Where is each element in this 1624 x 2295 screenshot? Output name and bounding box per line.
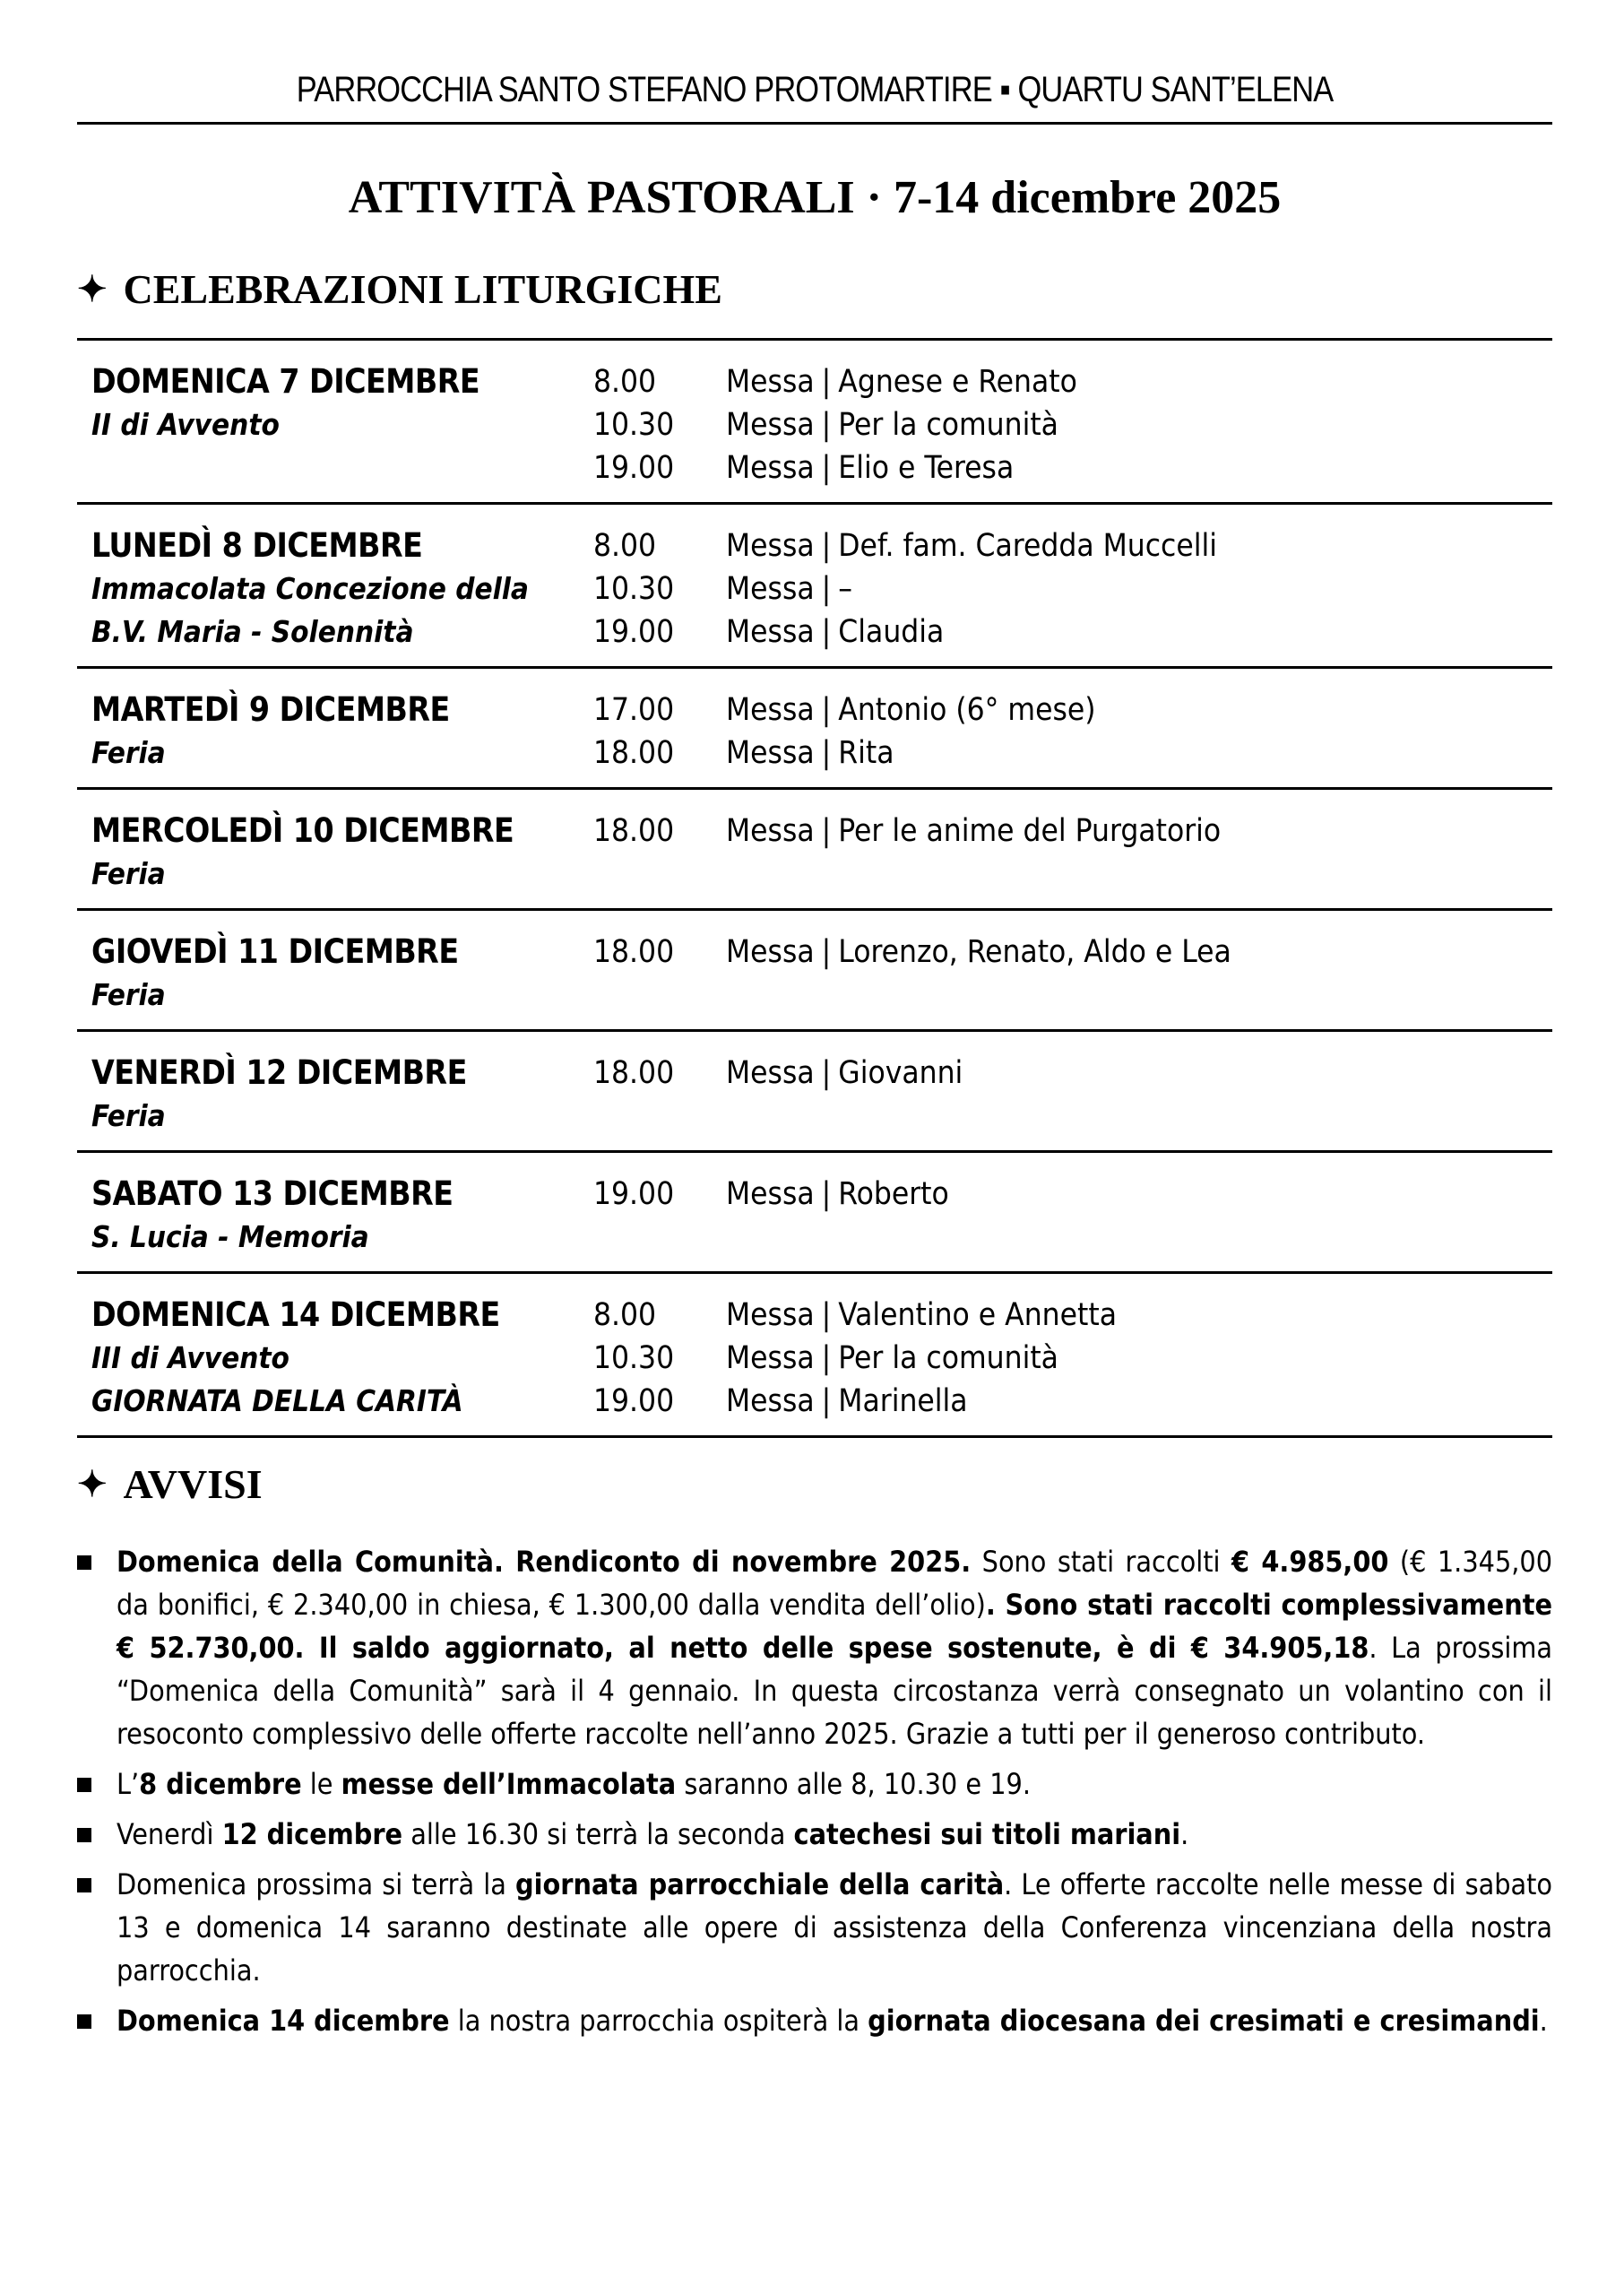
day-name: GIOVEDÌ 11 DICEMBRE — [91, 932, 459, 971]
mass-entry — [593, 1052, 1552, 1095]
day-cell — [77, 688, 593, 775]
mass-type: Messa — [726, 364, 815, 400]
notice-text: . — [1180, 1817, 1189, 1851]
liturgical-note: II di Avvento — [91, 407, 280, 442]
day-cell — [77, 1052, 593, 1138]
notice-item — [77, 1863, 1552, 1992]
separator: | — [821, 934, 832, 970]
mass-time: 8.00 — [593, 364, 657, 400]
liturgical-note: Immacolata Concezione della — [91, 571, 529, 606]
separator: | — [821, 407, 832, 443]
mass-list — [593, 360, 1552, 489]
mass-intention: Per le anime del Purgatorio — [838, 813, 1222, 849]
mass-entry — [593, 931, 1552, 974]
square-bullet-icon — [77, 1878, 91, 1892]
notice-item — [77, 1762, 1552, 1806]
mass-list — [593, 1173, 1552, 1259]
liturgical-note: III di Avvento — [91, 1340, 289, 1375]
notice-emphasis: messe dell’Immacolata — [341, 1767, 677, 1801]
mass-time: 19.00 — [593, 450, 675, 486]
day-name: VENERDÌ 12 DICEMBRE — [91, 1053, 467, 1092]
mass-intention: – — [838, 571, 853, 607]
mass-time: 18.00 — [593, 813, 675, 849]
separator: | — [821, 813, 832, 849]
day-cell — [77, 1294, 593, 1423]
mass-type: Messa — [726, 1297, 815, 1333]
day-cell — [77, 360, 593, 489]
liturgical-note: GIORNATA DELLA CARITÀ — [91, 1383, 463, 1418]
mass-intention: Antonio (6° mese) — [838, 692, 1096, 728]
liturgical-note: Feria — [91, 735, 166, 770]
mass-entry — [593, 446, 1552, 489]
mass-time: 18.00 — [593, 934, 675, 970]
day-cell — [77, 1173, 593, 1259]
section-heading-celebrations — [77, 266, 1552, 313]
separator: | — [821, 450, 832, 486]
square-bullet-icon — [77, 1555, 91, 1570]
mass-time: 8.00 — [593, 528, 657, 564]
mass-entry — [593, 1380, 1552, 1423]
schedule-row — [77, 1274, 1552, 1438]
mass-type: Messa — [726, 1055, 815, 1091]
section-heading-notices — [77, 1461, 1552, 1508]
schedule-row — [77, 1032, 1552, 1153]
four-pointed-star-icon: ✦ — [77, 1464, 108, 1504]
mass-list — [593, 931, 1552, 1017]
mass-time: 19.00 — [593, 1383, 675, 1419]
mass-entry — [593, 810, 1552, 853]
mass-type: Messa — [726, 571, 815, 607]
mass-type: Messa — [726, 1176, 815, 1212]
mass-type: Messa — [726, 528, 815, 564]
square-bullet-icon — [77, 1828, 91, 1842]
mass-intention: Giovanni — [838, 1055, 963, 1091]
schedule-row — [77, 505, 1552, 669]
notices-list — [77, 1540, 1552, 2042]
notice-text: Domenica prossima si terrà la — [117, 1867, 516, 1901]
mass-entry — [593, 1337, 1552, 1380]
square-bullet-icon — [77, 2014, 91, 2029]
separator: | — [821, 1297, 832, 1333]
liturgical-note: Feria — [91, 1098, 166, 1133]
mass-entry — [593, 524, 1552, 567]
separator: | — [821, 692, 832, 728]
liturgical-schedule-table — [77, 338, 1552, 1438]
day-cell — [77, 931, 593, 1017]
notice-text: (€ 1.345,00 da bonifici, € 2.340,00 in chiesa, € 1.300,00 dalla vendita dell’olio) — [117, 1545, 1553, 1622]
schedule-row — [77, 669, 1552, 790]
header-divider — [77, 122, 1552, 125]
notice-text: Sono stati raccolti — [971, 1545, 1231, 1579]
separator: | — [821, 364, 832, 400]
section-title: CELEBRAZIONI LITURGICHE — [123, 266, 722, 312]
notice-text: alle 16.30 si terrà la seconda — [402, 1817, 794, 1851]
mass-intention: Valentino e Annetta — [838, 1297, 1117, 1333]
mass-list — [593, 810, 1552, 896]
mass-type: Messa — [726, 934, 815, 970]
mass-list — [593, 688, 1552, 775]
mass-type: Messa — [726, 614, 815, 650]
notice-emphasis: catechesi sui titoli mariani — [793, 1817, 1181, 1851]
mass-time: 10.30 — [593, 407, 675, 443]
notice-text: le — [301, 1767, 341, 1801]
mass-time: 10.30 — [593, 571, 675, 607]
section-title: AVVISI — [123, 1461, 263, 1507]
mass-entry — [593, 1173, 1552, 1216]
mass-entry — [593, 732, 1552, 775]
notice-item — [77, 1999, 1552, 2042]
notice-text: Venerdì — [117, 1817, 222, 1851]
mass-type: Messa — [726, 735, 815, 771]
notice-emphasis: € 4.985,00 — [1231, 1545, 1389, 1579]
mass-type: Messa — [726, 450, 815, 486]
day-name: DOMENICA 7 DICEMBRE — [91, 362, 480, 401]
mass-intention: Agnese e Renato — [838, 364, 1077, 400]
mass-time: 17.00 — [593, 692, 675, 728]
mass-entry — [593, 1294, 1552, 1337]
separator: | — [821, 1055, 832, 1091]
separator: | — [821, 1176, 832, 1212]
liturgical-note: Feria — [91, 977, 166, 1012]
separator: | — [821, 735, 832, 771]
notice-emphasis: 12 dicembre — [221, 1817, 403, 1851]
schedule-row — [77, 341, 1552, 505]
schedule-row — [77, 1153, 1552, 1274]
mass-type: Messa — [726, 1383, 815, 1419]
mass-entry — [593, 611, 1552, 654]
mass-time: 18.00 — [593, 1055, 675, 1091]
notice-text: . La prossima “Domenica della Comunità” sarà il 4 gennaio. In questa circostanza verrà consegnato un volantino con il resoconto complessivo delle offerte raccolte nell’anno 2025. Grazie a tutti per il generoso contributo. — [117, 1631, 1553, 1751]
mass-list — [593, 524, 1552, 654]
page-title: ATTIVITÀ PASTORALI · 7-14 dicembre 2025 — [348, 172, 1282, 223]
liturgical-note: B.V. Maria - Solennità — [91, 614, 414, 649]
notice-item — [77, 1813, 1552, 1856]
separator: | — [821, 1340, 832, 1376]
separator: | — [821, 571, 832, 607]
mass-type: Messa — [726, 1340, 815, 1376]
separator: | — [821, 614, 832, 650]
notice-emphasis: 8 dicembre — [139, 1767, 302, 1801]
day-cell — [77, 810, 593, 896]
mass-intention: Elio e Teresa — [838, 450, 1015, 486]
day-name: MARTEDÌ 9 DICEMBRE — [91, 690, 450, 729]
day-name: SABATO 13 DICEMBRE — [91, 1174, 454, 1213]
mass-time: 19.00 — [593, 1176, 675, 1212]
mass-time: 8.00 — [593, 1297, 657, 1333]
notice-emphasis: Domenica della Comunità. Rendiconto di novembre 2025. — [117, 1545, 972, 1579]
mass-entry — [593, 403, 1552, 446]
parish-header: PARROCCHIA SANTO STEFANO PROTOMARTIRE ▪ QUARTU SANT’ELENA — [296, 70, 1334, 109]
day-name: MERCOLEDÌ 10 DICEMBRE — [91, 811, 514, 850]
mass-entry — [593, 567, 1552, 611]
mass-time: 10.30 — [593, 1340, 675, 1376]
day-name: DOMENICA 14 DICEMBRE — [91, 1295, 500, 1334]
notice-emphasis: giornata parrocchiale della carità — [515, 1867, 1005, 1901]
mass-time: 19.00 — [593, 614, 675, 650]
day-cell — [77, 524, 593, 654]
liturgical-note: S. Lucia - Memoria — [91, 1219, 369, 1254]
mass-intention: Def. fam. Caredda Muccelli — [838, 528, 1217, 564]
bulletin-page — [77, 0, 1552, 2057]
mass-intention: Per la comunità — [838, 407, 1058, 443]
four-pointed-star-icon: ✦ — [77, 269, 108, 309]
notice-emphasis: giornata diocesana dei cresimati e cresimandi — [868, 2004, 1540, 2038]
notice-text: saranno alle 8, 10.30 e 19. — [676, 1767, 1031, 1801]
mass-list — [593, 1294, 1552, 1423]
notice-text: L’ — [117, 1767, 140, 1801]
mass-entry — [593, 688, 1552, 732]
mass-intention: Claudia — [838, 614, 945, 650]
mass-intention: Rita — [838, 735, 894, 771]
day-name: LUNEDÌ 8 DICEMBRE — [91, 526, 423, 565]
notice-text: . Le offerte raccolte nelle messe di sabato 13 e domenica 14 saranno destinate alle opere di assistenza della Conferenza vincenziana della nostra parrocchia. — [117, 1867, 1553, 1988]
mass-intention: Lorenzo, Renato, Aldo e Lea — [838, 934, 1231, 970]
notice-item — [77, 1540, 1552, 1755]
liturgical-note: Feria — [91, 856, 166, 891]
notice-text: . — [1539, 2004, 1548, 2038]
square-bullet-icon — [77, 1778, 91, 1792]
mass-type: Messa — [726, 692, 815, 728]
notice-emphasis: . Sono stati raccolti complessivamente € 52.730,00. Il saldo aggiornato, al netto delle spese sostenute, è di € 34.905,18 — [117, 1588, 1553, 1665]
schedule-row — [77, 911, 1552, 1032]
mass-intention: Roberto — [838, 1176, 949, 1212]
mass-intention: Per la comunità — [838, 1340, 1058, 1376]
notice-text: la nostra parrocchia ospiterà la — [449, 2004, 868, 2038]
mass-time: 18.00 — [593, 735, 675, 771]
mass-type: Messa — [726, 407, 815, 443]
separator: | — [821, 528, 832, 564]
mass-intention: Marinella — [838, 1383, 968, 1419]
mass-entry — [593, 360, 1552, 403]
mass-type: Messa — [726, 813, 815, 849]
notice-emphasis: Domenica 14 dicembre — [117, 2004, 450, 2038]
mass-list — [593, 1052, 1552, 1138]
separator: | — [821, 1383, 832, 1419]
schedule-row — [77, 790, 1552, 911]
